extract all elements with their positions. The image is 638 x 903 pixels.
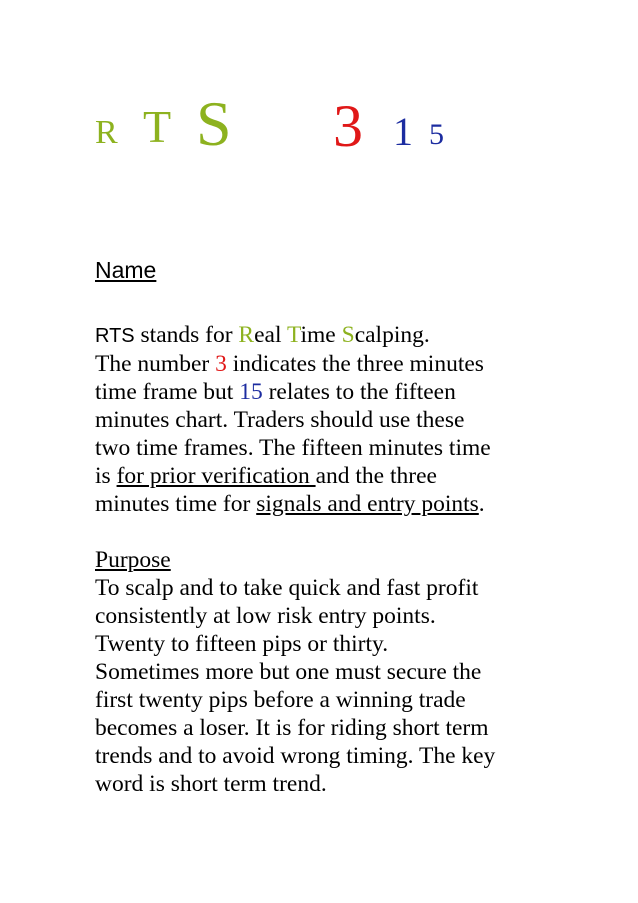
real-initial: R (238, 322, 255, 348)
name-line-3 (95, 378, 615, 406)
name-line-6-pre: is (95, 463, 117, 489)
title-digit-3: 3 (333, 93, 363, 159)
purpose-line: word is short term trend. (95, 771, 327, 797)
body-text (95, 256, 615, 798)
purpose-line: consistently at low risk entry points. (95, 603, 436, 629)
title-letter-s: S (196, 88, 232, 159)
purpose-heading: Purpose (95, 547, 171, 573)
real-rest: eal (254, 322, 287, 348)
number-3: 3 (215, 351, 227, 377)
scalping-initial: S (341, 322, 355, 348)
section-spacer (95, 518, 615, 546)
signals-entry-underlined: signals and entry points (256, 491, 479, 517)
name-line-2-pre: The number (95, 351, 216, 377)
name-line-1-text: stands for (134, 322, 239, 348)
name-line-3-pre: time frame but (95, 379, 240, 405)
name-line-7-pre: minutes time for (95, 491, 257, 517)
name-heading: Name (95, 257, 157, 283)
scalping-rest: calping. (354, 322, 430, 348)
name-line-4: minutes chart. Traders should use these (95, 407, 465, 433)
time-initial: T (286, 322, 301, 348)
prior-verification-underlined: for prior verification (116, 463, 316, 489)
name-line-7 (95, 490, 615, 518)
rts-315-title (0, 0, 638, 170)
name-line-5: two time frames. The fifteen minutes time (95, 435, 491, 461)
title-digit-5: 5 (429, 118, 444, 151)
title-digit-1: 1 (393, 109, 413, 154)
name-line-3-post: relates to the fifteen (262, 379, 456, 405)
time-rest: ime (300, 322, 342, 348)
name-line-1 (95, 321, 615, 350)
purpose-line: Twenty to fifteen pips or thirty. (95, 631, 389, 657)
number-15: 15 (239, 379, 263, 405)
name-line-7-post: . (478, 491, 485, 517)
title-letter-r: R (95, 114, 118, 151)
rts-abbreviation: RTS (95, 325, 135, 347)
purpose-line: first twenty pips before a winning trade (95, 687, 466, 713)
purpose-line: Sometimes more but one must secure the (95, 659, 482, 685)
purpose-line: trends and to avoid wrong timing. The key (95, 743, 496, 769)
purpose-line: To scalp and to take quick and fast profit (95, 575, 479, 601)
title-letter-t: T (143, 101, 172, 152)
name-line-2-post: indicates the three minutes (226, 351, 484, 377)
name-line-6 (95, 462, 615, 490)
name-line-6-post: and the three (315, 463, 437, 489)
name-line-2 (95, 350, 615, 378)
purpose-line: becomes a loser. It is for riding short term (95, 715, 489, 741)
